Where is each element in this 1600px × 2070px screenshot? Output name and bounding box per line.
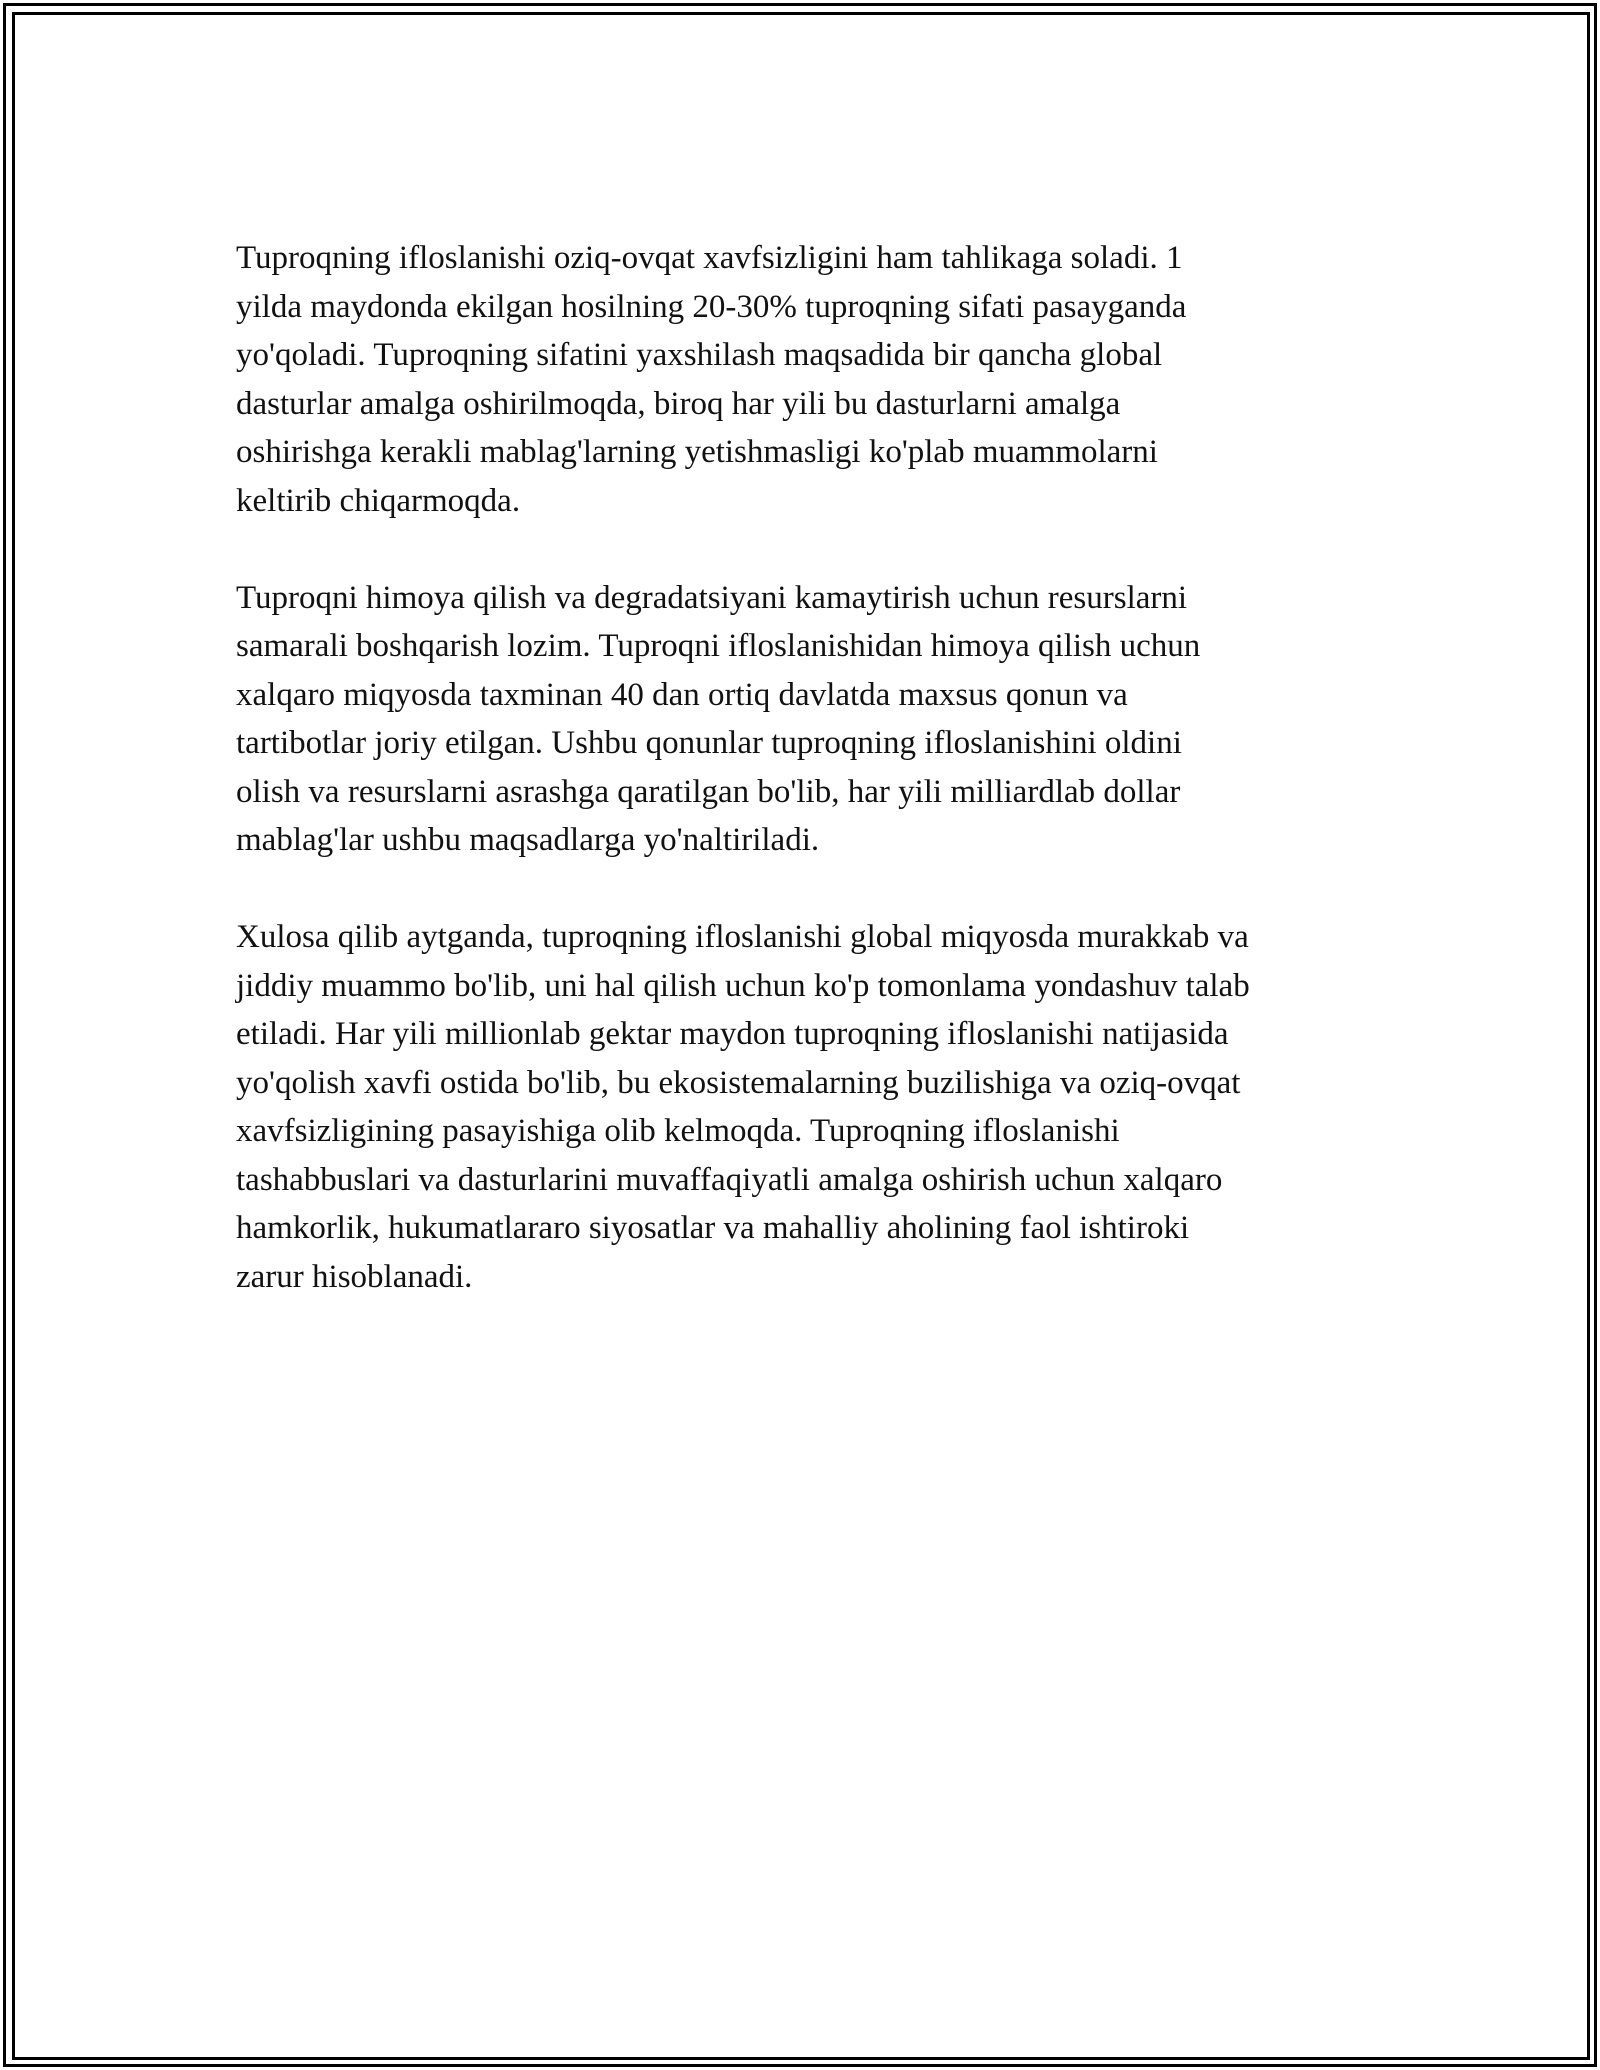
text-line: keltirib chiqarmoqda. [236,482,521,519]
paragraph-conclusion [236,913,1376,1301]
text-line: dasturlar amalga oshirilmoqda, biroq har yili bu dasturlarni amalga [236,385,1121,422]
text-line: tashabbuslari va dasturlarini muvaffaqiyatli amalga oshirish uchun xalqaro [236,1161,1223,1198]
text-line: jiddiy muammo bo'lib, uni hal qilish uchun ko'p tomonlama yondashuv talab [236,967,1250,1004]
text-line: samarali boshqarish lozim. Tuproqni ifloslanishidan himoya qilish uchun [236,628,1201,664]
text-line: olish va resurslarni asrashga qaratilgan bo'lib, har yili milliardlab dollar [236,773,1181,810]
text-line: yo'qolish xavfi ostida bo'lib, bu ekosistemalarning buzilishiga va oziq-ovqat [236,1064,1241,1101]
text-line: xalqaro miqyosda taxminan 40 dan ortiq davlatda maxsus qonun va [236,676,1128,713]
text-line: zarur hisoblanadi. [236,1258,473,1295]
text-line: xavfsizligining pasayishiga olib kelmoqda. Tuproqning ifloslanishi [236,1113,1120,1149]
text-line: oshirishga kerakli mablag'larning yetishmasligi ko'plab muammolarni [236,434,1158,470]
paragraph-soil-protection-laws [236,574,1376,865]
text-line: Xulosa qilib aytganda, tuproqning ifloslanishi global miqyosda murakkab va [236,919,1249,955]
text-line: hamkorlik, hukumatlararo siyosatlar va mahalliy aholining faol ishtiroki [236,1210,1190,1246]
text-line: mablag'lar ushbu maqsadlarga yo'naltiriladi. [236,822,820,858]
text-line: yo'qoladi. Tuproqning sifatini yaxshilash maqsadida bir qancha global [236,337,1163,373]
text-line: etiladi. Har yili millionlab gektar maydon tuproqning ifloslanishi natijasida [236,1016,1229,1052]
text-line: Tuproqning ifloslanishi oziq-ovqat xavfsizligini ham tahlikaga soladi. 1 [236,240,1183,276]
text-line: tartibotlar joriy etilgan. Ushbu qonunlar tuproqning ifloslanishini oldini [236,725,1182,761]
document-body [236,234,1376,1350]
paragraph-soil-pollution-food-safety [236,234,1376,525]
text-line: Tuproqni himoya qilish va degradatsiyani kamaytirish uchun resurslarni [236,579,1188,616]
text-line: yilda maydonda ekilgan hosilning 20-30% tuproqning sifati pasayganda [236,288,1187,325]
